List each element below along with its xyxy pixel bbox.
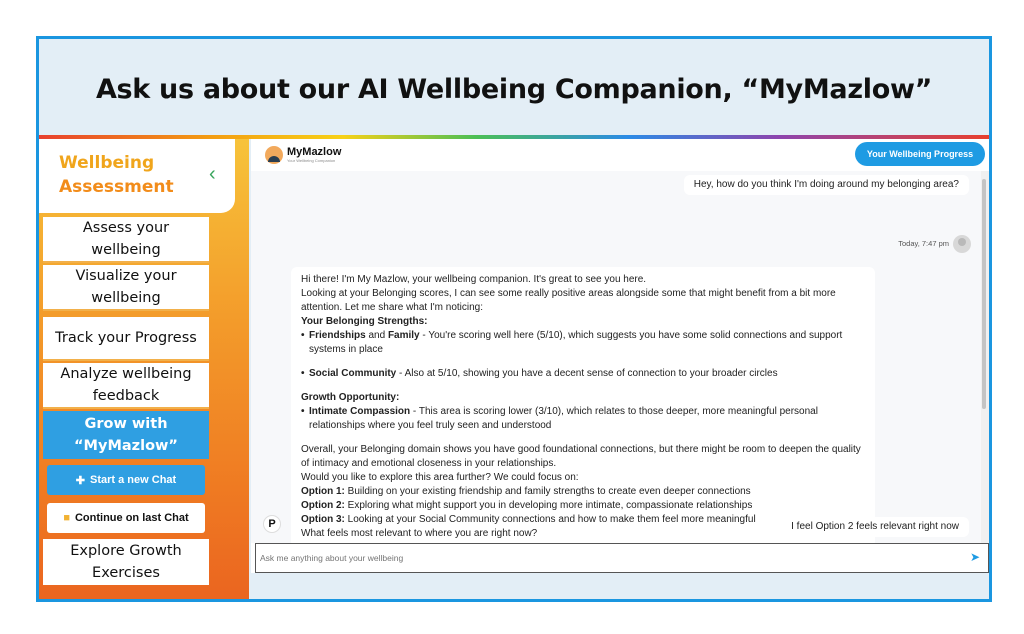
logo-avatar-icon [265, 146, 283, 164]
user-message: I feel Option 2 feels relevant right now [781, 517, 969, 537]
start-new-chat-button[interactable] [47, 465, 205, 495]
chat-panel [251, 139, 989, 602]
list-item: • Social Community - Also at 5/10, showing you have a decent sense of connection to your broader circles [301, 367, 865, 381]
sidebar-title-line2: Assessment [59, 177, 174, 197]
page-headline: Ask us about our AI Wellbeing Companion, “MyMazlow” [95, 73, 933, 105]
bottom-strip [251, 573, 989, 602]
ai-text: Overall, your Belonging domain shows you have good foundational connections, but there might be room to deepen the quality of intimacy and emotional closeness in your relationships. [301, 444, 861, 469]
sidebar-item-assess[interactable] [43, 217, 209, 263]
sidebar-item-grow[interactable] [43, 411, 209, 459]
list-item: • Friendships and Family - You're scoring well here (5/10), which suggests you have some solid connections and support systems in place [301, 329, 865, 357]
sidebar-title [59, 151, 174, 199]
chat-scrollbar[interactable] [981, 171, 989, 543]
wellbeing-progress-button[interactable]: Your Wellbeing Progress [855, 142, 985, 166]
ai-text: Looking at your Belonging scores, I can see some really positive areas alongside some that might benefit from a bit more attention. Let me share what I'm noticing: [301, 288, 836, 313]
chat-header [251, 139, 989, 171]
ai-avatar-icon: P [263, 515, 281, 533]
sidebar-header [39, 139, 235, 213]
continue-last-chat-label: Continue on last Chat [74, 512, 189, 524]
sidebar-item-label: wellbeing [91, 290, 161, 306]
sidebar-item-label: Exercises [92, 565, 160, 581]
ai-text: What feels most relevant to where you are right now? [301, 528, 538, 539]
ai-heading: Your Belonging Strengths: [301, 316, 428, 327]
send-icon[interactable]: ➤ [969, 550, 980, 564]
logo-text: MyMazlow [287, 146, 342, 158]
option-line: Option 3: Looking at your Social Community connections and how to make them feel more meaningful [301, 514, 756, 525]
growth-list [301, 405, 865, 433]
strengths-list-2 [301, 367, 865, 381]
start-new-chat-label: Start a new Chat [90, 474, 177, 486]
sidebar-item-label: Assess your [82, 220, 170, 236]
user-message: Hey, how do you think I'm doing around my belonging area? [684, 175, 969, 195]
sidebar-item-label: wellbeing [91, 242, 161, 258]
ai-heading: Growth Opportunity: [301, 392, 400, 403]
user-avatar-icon [953, 235, 971, 253]
sidebar-item-label: Grow with [84, 416, 168, 432]
sidebar-item-analyze[interactable] [43, 363, 209, 409]
logo-subtitle: Your Wellbeing Companion [287, 158, 336, 163]
sidebar-item-explore-exercises[interactable] [43, 539, 209, 585]
sidebar-title-line1: Wellbeing [59, 153, 155, 173]
option-line: Option 1: Building on your existing friendship and family strengths to create even deeper connections [301, 486, 751, 497]
strengths-list [301, 329, 865, 357]
message-list [251, 171, 981, 543]
mymazlow-logo [265, 146, 341, 164]
folder-icon: ■ [63, 512, 70, 524]
sidebar-item-label: Visualize your [75, 268, 177, 284]
ai-message [291, 267, 875, 543]
continue-last-chat-button[interactable] [47, 503, 205, 533]
option-line: Option 2: Exploring what might support you in developing more intimate, compassionate relationships [301, 500, 753, 511]
sidebar-item-label: Track your Progress [55, 330, 197, 346]
sidebar-item-track-progress[interactable] [43, 317, 209, 361]
page-frame [36, 36, 992, 602]
chat-input[interactable] [260, 548, 950, 568]
list-item: • Intimate Compassion - This area is scoring lower (3/10), which relates to those deeper, more meaningful personal relationships where you feel truly seen and understood [301, 405, 865, 433]
message-timestamp: Today, 7:47 pm [898, 239, 949, 248]
scrollbar-thumb[interactable] [982, 179, 986, 409]
sidebar-item-label: Explore Growth [70, 543, 182, 559]
sidebar-item-visualize[interactable] [43, 265, 209, 311]
ai-text: Would you like to explore this area further? We could focus on: [301, 472, 579, 483]
plus-icon: ✚ [75, 474, 86, 487]
sidebar-item-label: feedback [92, 388, 160, 404]
chat-input-row [255, 543, 989, 573]
sidebar-item-label: “MyMazlow” [74, 438, 178, 454]
sidebar-item-label: Analyze wellbeing [60, 366, 192, 382]
chevron-left-icon[interactable]: ‹ [209, 163, 216, 185]
ai-text: Hi there! I'm My Mazlow, your wellbeing companion. It's great to see you here. [301, 274, 647, 285]
sidebar [39, 139, 249, 602]
